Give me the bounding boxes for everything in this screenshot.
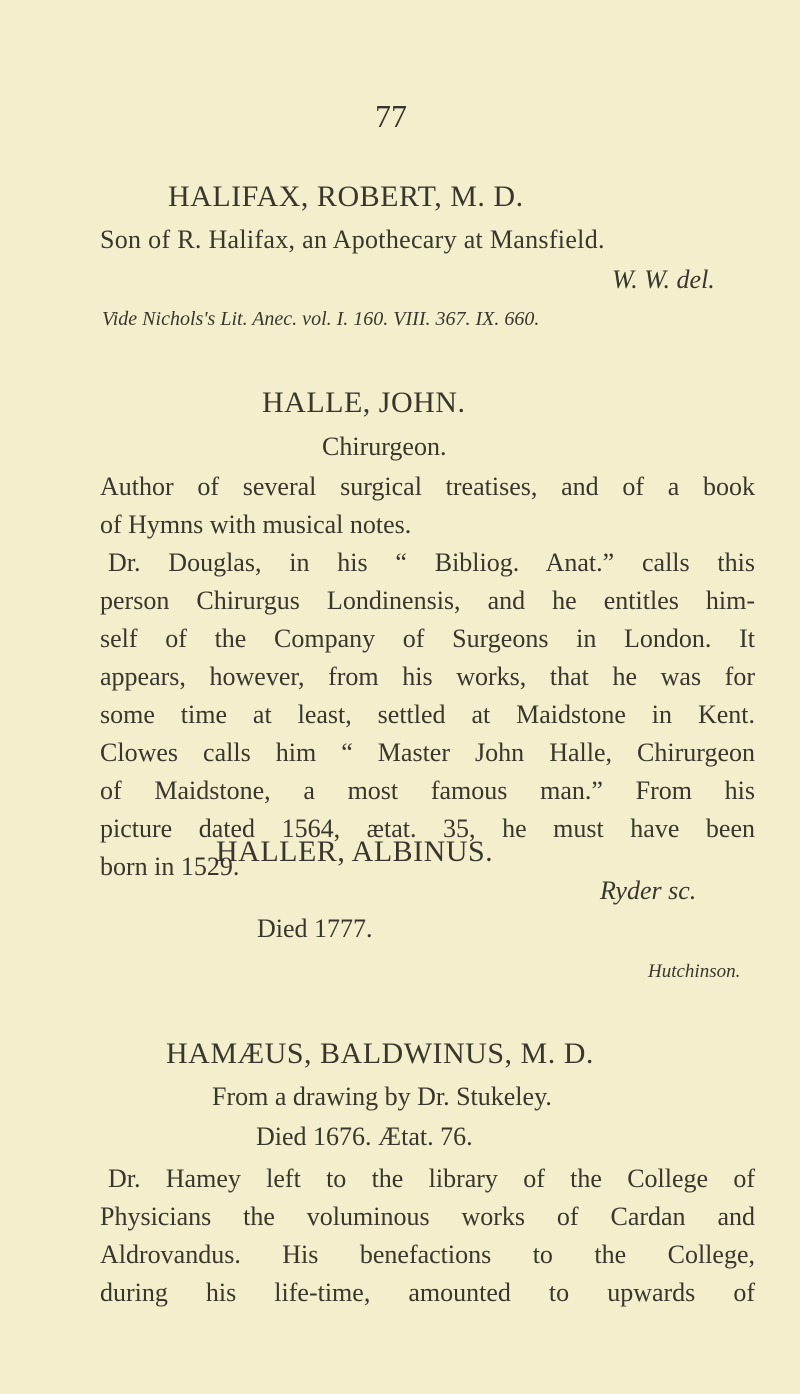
entry-halle-subtitle: Chirurgeon. xyxy=(322,432,447,461)
text-line: Dr. Douglas, in his “ Bibliog. Anat.” calls this xyxy=(108,548,755,577)
entry-heading-halle: HALLE, JOHN. xyxy=(262,386,466,419)
entry-heading-halifax: HALIFAX, ROBERT, M. D. xyxy=(168,180,524,213)
text-line: Author of several surgical treatises, and of a book xyxy=(100,472,755,501)
entry-halifax-reference: Vide Nichols's Lit. Anec. vol. I. 160. VIII. 367. IX. 660. xyxy=(102,308,540,330)
text-line: born in 1529. xyxy=(100,852,240,881)
entry-heading-hamaeus: HAMÆUS, BALDWINUS, M. D. xyxy=(166,1037,594,1070)
entry-haller-publisher: Hutchinson. xyxy=(648,961,741,982)
entry-halifax-description: Son of R. Halifax, an Apothecary at Mansfield. xyxy=(100,225,605,254)
text-line: self of the Company of Surgeons in London. It xyxy=(100,624,755,653)
entry-hamaeus-paragraph xyxy=(100,1160,755,1312)
text-line: of Maidstone, a most famous man.” From his xyxy=(100,776,755,805)
entry-hamaeus-died: Died 1676. Ætat. 76. xyxy=(256,1122,473,1151)
entry-halle-paragraph-1 xyxy=(100,468,755,544)
text-line: Dr. Hamey left to the library of the College of xyxy=(108,1164,755,1193)
text-line: Physicians the voluminous works of Cardan and xyxy=(100,1202,755,1231)
text-line: Aldrovandus. His benefactions to the College, xyxy=(100,1240,755,1269)
text-line: picture dated 1564, ætat. 35, he must have been xyxy=(100,814,755,843)
text-line: appears, however, from his works, that he was for xyxy=(100,662,755,691)
entry-haller-died: Died 1777. xyxy=(257,914,373,943)
text-line: some time at least, settled at Maidstone in Kent. xyxy=(100,700,755,729)
entry-halifax-artist: W. W. del. xyxy=(612,265,715,294)
text-line: person Chirurgus Londinensis, and he entitles him- xyxy=(100,586,755,615)
entry-heading-haller: HALLER, ALBINUS. xyxy=(216,835,494,868)
text-line: of Hymns with musical notes. xyxy=(100,510,412,539)
text-line: during his life-time, amounted to upwards of xyxy=(100,1278,755,1307)
entry-haller-engraver: Ryder sc. xyxy=(600,876,697,905)
page-number: 77 xyxy=(375,98,407,134)
entry-hamaeus-source: From a drawing by Dr. Stukeley. xyxy=(212,1082,552,1111)
text-line: Clowes calls him “ Master John Halle, Chirurgeon xyxy=(100,738,755,767)
